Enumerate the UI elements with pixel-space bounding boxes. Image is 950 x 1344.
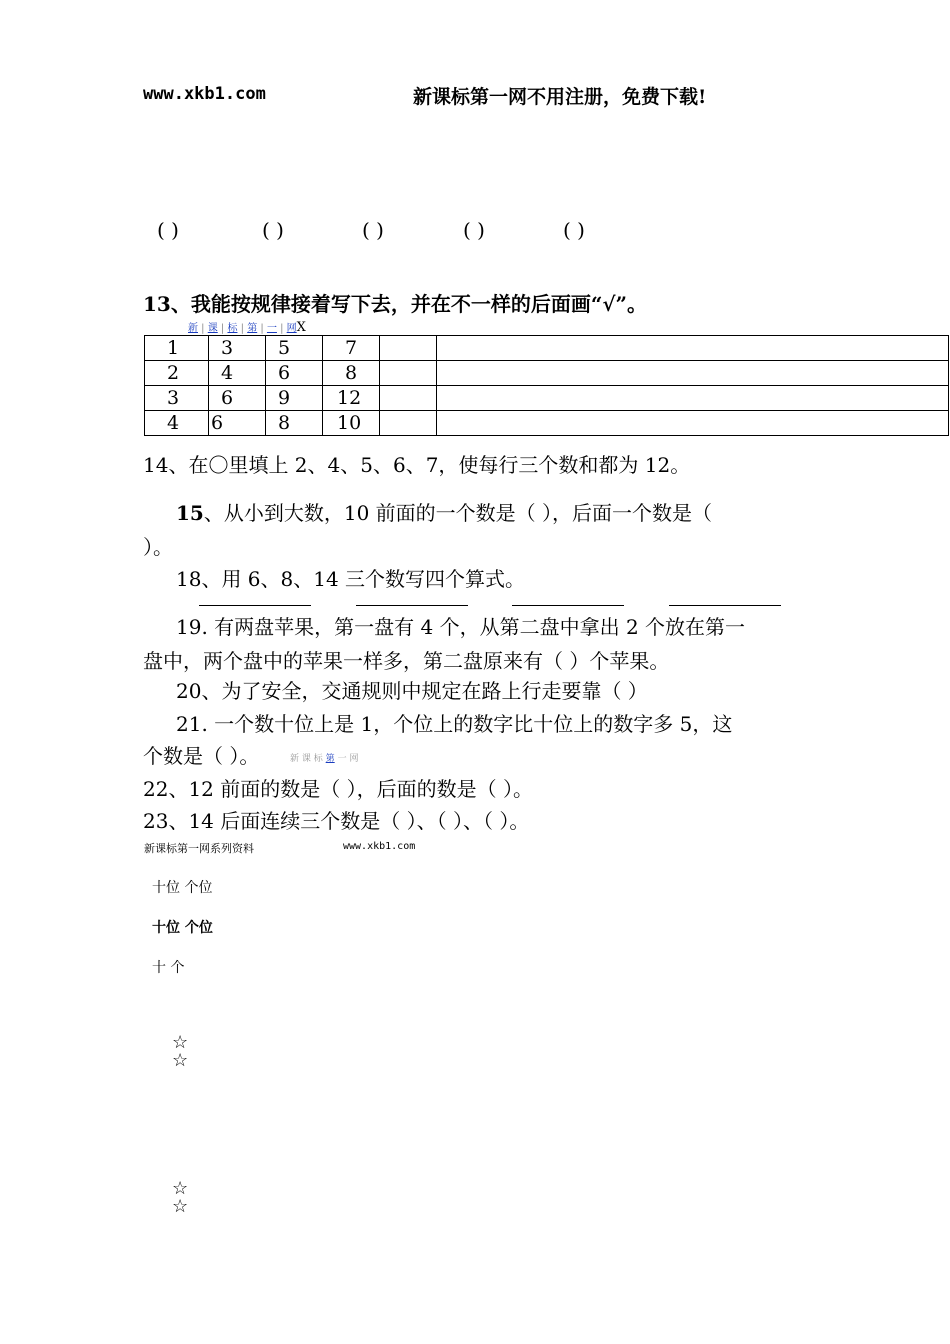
answer-blank[interactable] xyxy=(512,605,624,606)
question-15-text: 、从小到大数，10 前面的一个数是（ ），后面一个数是（ xyxy=(203,501,713,525)
table-row xyxy=(145,411,949,436)
question-15-line2: ）。 xyxy=(143,535,173,559)
place-value-label: 十位 个位 xyxy=(152,920,213,936)
watermark-link[interactable]: 第 xyxy=(325,754,335,764)
table-cell: 10 xyxy=(323,411,380,436)
question-13-title: 13、我能按规律接着写下去，并在不一样的后面画“√”。 xyxy=(143,292,647,316)
answer-paren: ( ) xyxy=(262,218,284,242)
table-cell: 4 xyxy=(209,361,266,386)
watermark-char[interactable]: 课 xyxy=(207,323,218,334)
watermark-small: 新 课 标 第 一 网 xyxy=(290,754,359,764)
watermark-char[interactable]: 网 xyxy=(286,323,297,334)
question-19-line1: 19. 有两盘苹果，第一盘有 4 个，从第二盘中拿出 2 个放在第一 xyxy=(176,615,746,639)
question-15-line1 xyxy=(176,497,712,526)
star-icon: ☆ xyxy=(172,1196,189,1217)
table-cell: 5 xyxy=(266,336,323,361)
table-cell: 4 xyxy=(145,411,209,436)
star-icon: ☆ xyxy=(172,1032,189,1053)
question-20: 20、为了安全，交通规则中规定在路上行走要靠（ ） xyxy=(176,679,648,703)
table-cell: 1 xyxy=(145,336,209,361)
table-row xyxy=(145,386,949,411)
star-icon: ☆ xyxy=(172,1050,189,1071)
table-cell-empty[interactable] xyxy=(437,361,949,386)
question-14: 14、在〇里填上 2、4、5、6、7，使每行三个数和都为 12。 xyxy=(143,453,691,477)
header-site: www.xkb1.com xyxy=(143,84,266,104)
table-cell: 3 xyxy=(145,386,209,411)
table-cell-empty[interactable] xyxy=(380,336,437,361)
place-value-label: 十位 个位 xyxy=(152,880,213,896)
answer-blank[interactable] xyxy=(356,605,468,606)
watermark-char[interactable]: 一 xyxy=(266,323,277,334)
question-21-line2: 个数是（ ）。 xyxy=(143,744,260,768)
star-icon: ☆ xyxy=(172,1178,189,1199)
table-cell: 8 xyxy=(323,361,380,386)
table-cell: 8 xyxy=(266,411,323,436)
table-cell: 9 xyxy=(266,386,323,411)
header-slogan: 新课标第一网不用注册，免费下载! xyxy=(413,86,707,108)
footer-right: www.xkb1.com xyxy=(343,841,416,852)
answer-paren: ( ) xyxy=(463,218,485,242)
table-cell: 3 xyxy=(209,336,266,361)
question-22: 22、12 前面的数是（ ），后面的数是（ ）。 xyxy=(143,777,533,801)
sequence-table xyxy=(144,335,949,436)
table-row xyxy=(145,361,949,386)
table-cell-empty[interactable] xyxy=(437,386,949,411)
place-value-label: 十 个 xyxy=(152,960,185,976)
table-cell: 6 xyxy=(209,386,266,411)
table-row xyxy=(145,336,949,361)
answer-paren: ( ) xyxy=(362,218,384,242)
question-15-number: 15 xyxy=(176,501,204,525)
watermark-char: X xyxy=(296,320,306,335)
table-cell-empty[interactable] xyxy=(380,411,437,436)
question-23: 23、14 后面连续三个数是（ ）、（ ）、（ ）。 xyxy=(143,809,530,833)
table-cell: 7 xyxy=(323,336,380,361)
table-cell-empty[interactable] xyxy=(437,336,949,361)
answer-paren: ( ) xyxy=(563,218,585,242)
table-cell-empty[interactable] xyxy=(437,411,949,436)
question-19-line2: 盘中，两个盘中的苹果一样多，第二盘原来有（ ）个苹果。 xyxy=(143,649,670,673)
table-cell: 6 xyxy=(266,361,323,386)
question-18: 18、用 6、8、14 三个数写四个算式。 xyxy=(176,567,526,591)
watermark-char[interactable]: 第 xyxy=(247,323,258,334)
answer-paren: ( ) xyxy=(157,218,179,242)
footer-left: 新课标第一网系列资料 xyxy=(144,842,254,855)
table-cell-empty[interactable] xyxy=(380,361,437,386)
answer-blank[interactable] xyxy=(199,605,311,606)
answer-blank[interactable] xyxy=(669,605,781,606)
watermark-char[interactable]: 新 xyxy=(188,323,198,334)
watermark-link[interactable]: 新 | 课 | 标 | 第 | 一 | 网X xyxy=(188,320,306,335)
question-21-line1: 21. 一个数十位上是 1，个位上的数字比十位上的数字多 5，这 xyxy=(176,712,733,736)
table-cell-empty[interactable] xyxy=(380,386,437,411)
table-cell: 12 xyxy=(323,386,380,411)
table-cell: 2 xyxy=(145,361,209,386)
table-cell: 6 xyxy=(209,411,266,436)
watermark-char[interactable]: 标 xyxy=(227,323,238,334)
